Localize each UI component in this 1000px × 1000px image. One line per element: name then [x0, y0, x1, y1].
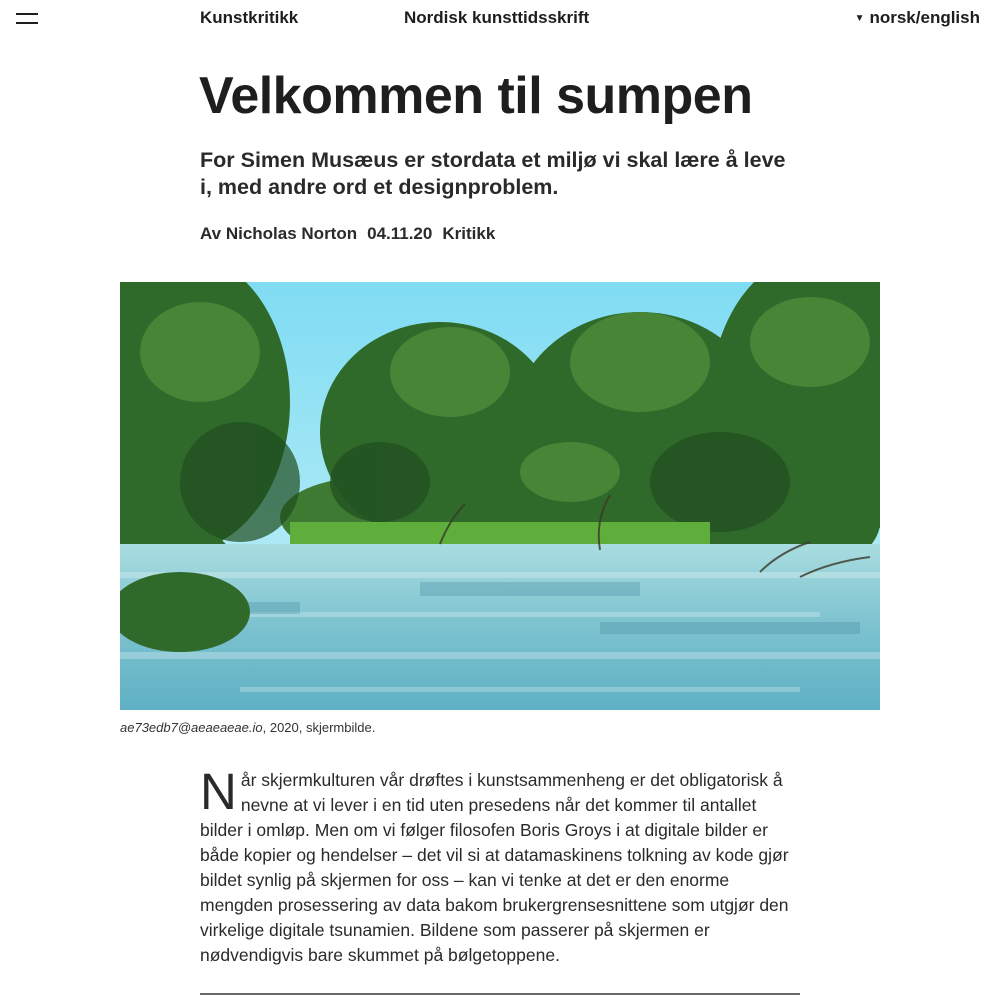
caption-rest: , 2020, skjermbilde.	[262, 720, 376, 735]
site-tagline: Nordisk kunsttidsskrift	[404, 8, 590, 27]
category-link[interactable]: Kritikk	[442, 224, 496, 243]
article-byline	[200, 224, 495, 244]
article-lede: For Simen Musæus er stordata et miljø vi skal lære å leve i, med andre ord et designproblem.	[200, 148, 786, 199]
hero-image	[120, 282, 880, 710]
dropcap: N	[200, 763, 237, 820]
article-title: Velkommen til sumpen	[199, 67, 753, 125]
language-switch-label: norsk/english	[869, 8, 980, 27]
swamp-illustration	[120, 282, 880, 710]
site-logo-link[interactable]: Kunstkritikk	[200, 8, 299, 27]
caption-title: ae73edb7@aeaeaeae.io	[120, 720, 263, 735]
article-body-text: år skjermkulturen vår drøftes i kunstsammenheng er det obligatorisk å nevne at vi lever i en tid uten presedens når det kommer til antallet bilder i omløp. Men om vi følger filosofen Boris Groys i at digitale bilder er både kopier og hendelser – det vil si at datamaskinens tolkning av kode gjør bildet synlig på skjermen for oss – kan vi tenke at det er den enorme mengden prosessering av data bakom brukergrensesnittene som utgjør den virkelige digitale tsunamien. Bildene som passerer på skjermen er nødvendigvis bare skummet på bølgetoppene.	[200, 770, 789, 965]
language-switch[interactable]	[855, 8, 980, 28]
menu-icon[interactable]	[16, 9, 40, 27]
image-caption	[120, 720, 375, 735]
caret-down-icon: ▼	[854, 12, 865, 24]
section-divider	[200, 993, 800, 995]
author-link[interactable]: Av Nicholas Norton	[200, 224, 358, 243]
article-body	[200, 763, 800, 968]
publish-date: 04.11.20	[367, 224, 433, 243]
